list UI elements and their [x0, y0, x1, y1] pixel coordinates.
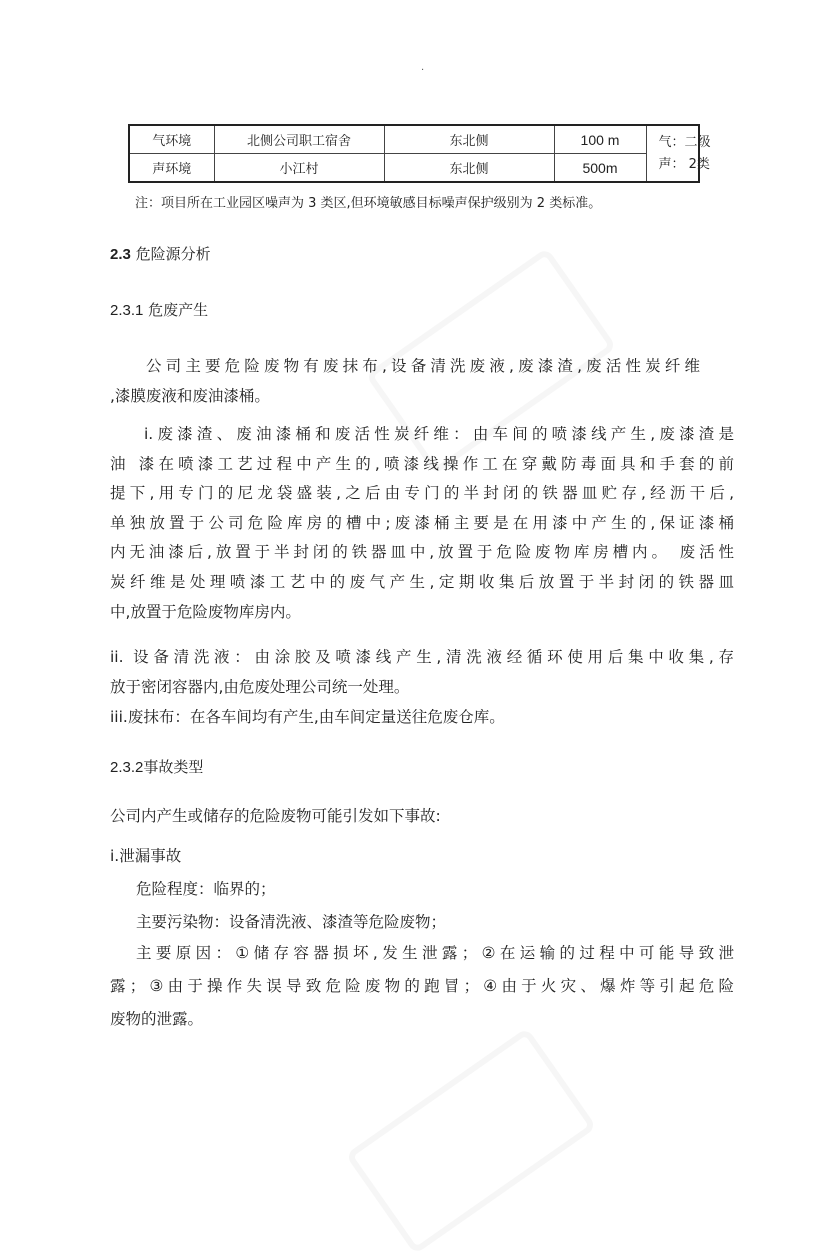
section-number: 2.3: [110, 246, 131, 263]
text-line: iii.废抹布：在各车间均有产生,由车间定量送往危废仓库。: [110, 708, 505, 726]
text-line: 炭纤维是处理喷漆工艺中的废气产生,定期收集后放置于半封闭的铁器皿: [110, 572, 734, 591]
text-line: 露；③由于操作失误导致危险废物的跑冒；④由于火灾、爆炸等引起危险: [110, 977, 734, 995]
text-line: 内无油漆后,放置于半封闭的铁器皿中,放置于危险废物库房槽内。 废活性: [110, 543, 734, 562]
section-heading-2-3: [110, 243, 211, 264]
level-air: 气：二级: [658, 134, 711, 150]
text-line: ii. 设备清洗液：由涂胶及喷漆线产生,清洗液经循环使用后集中收集,存: [110, 648, 734, 666]
section-title: 危险源分析: [135, 245, 211, 263]
distance-cell: 500m: [554, 154, 646, 183]
intro-paragraph: [110, 352, 700, 411]
leak-cause-paragraph: [110, 937, 734, 1036]
text-line: ,漆膜废液和废油漆桶。: [110, 386, 270, 405]
table-row: [129, 154, 699, 183]
direction-cell: 东北侧: [384, 125, 554, 154]
text-line: 公司主要危险废物有废抹布,设备清洗废液,废漆渣,废活性炭纤维: [146, 357, 700, 375]
text-line: 油 漆在喷漆工艺过程中产生的,喷漆线操作工在穿戴防毒面具和手套的前: [110, 454, 734, 473]
table-note: 注：项目所在工业园区噪声为 3 类区,但环境敏感目标噪声保护级别为 2 类标准。: [135, 196, 602, 211]
leak-accident-title: [110, 842, 734, 872]
section-number: 2.3.1: [110, 302, 144, 319]
target-cell: 北侧公司职工宿舍: [214, 125, 384, 154]
danger-level-line: 危险程度：临界的；: [136, 880, 276, 898]
target-cell: 小江村: [214, 154, 384, 183]
section-heading-2-3-2: [110, 756, 203, 777]
level-noise: 声： 2类: [658, 156, 710, 172]
text-line: 公司内产生或储存的危险废物可能引发如下事故:: [110, 807, 441, 825]
text-line: 主要原因：①储存容器损坏,发生泄露；②在运输的过程中可能导致泄: [136, 944, 734, 962]
section-heading-2-3-1: [110, 299, 208, 320]
text-line: 单独放置于公司危险库房的槽中;废漆桶主要是在用漆中产生的,保证漆桶: [110, 513, 734, 532]
item-i-paragraph: [110, 420, 734, 627]
item-ii-paragraph: [110, 643, 734, 702]
section-title: 事故类型: [143, 758, 204, 776]
pollutant-line: 主要污染物：设备清洗液、漆渣等危险废物；: [136, 913, 447, 931]
header-mark: .: [421, 62, 425, 73]
table-row: [129, 125, 699, 154]
text-line: 中,放置于危险废物库房内。: [110, 602, 301, 621]
section-title: 危废产生: [148, 301, 209, 319]
section-number: 2.3.2: [110, 759, 144, 776]
item-iii-paragraph: [110, 703, 734, 733]
text-line: 提下,用专门的尼龙袋盛装,之后由专门的半封闭的铁器皿贮存,经沥干后,: [110, 484, 734, 503]
text-line: 废物的泄露。: [110, 1010, 204, 1028]
environment-table: [128, 124, 711, 183]
protection-level-cell: [646, 125, 711, 182]
distance-cell: 100 m: [554, 125, 646, 154]
env-type-cell: 声环境: [129, 154, 214, 183]
leak-details: [136, 873, 736, 939]
env-type-cell: 气环境: [129, 125, 214, 154]
direction-cell: 东北侧: [384, 154, 554, 183]
text-line: i.废漆渣、废油漆桶和废活性炭纤维：由车间的喷漆线产生,废漆渣是: [144, 425, 734, 443]
text-line: 放于密闭容器内,由危废处理公司统一处理。: [110, 677, 410, 696]
accident-intro: [110, 802, 734, 832]
text-line: i.泄漏事故: [110, 847, 182, 865]
watermark-mark: [345, 1027, 597, 1254]
